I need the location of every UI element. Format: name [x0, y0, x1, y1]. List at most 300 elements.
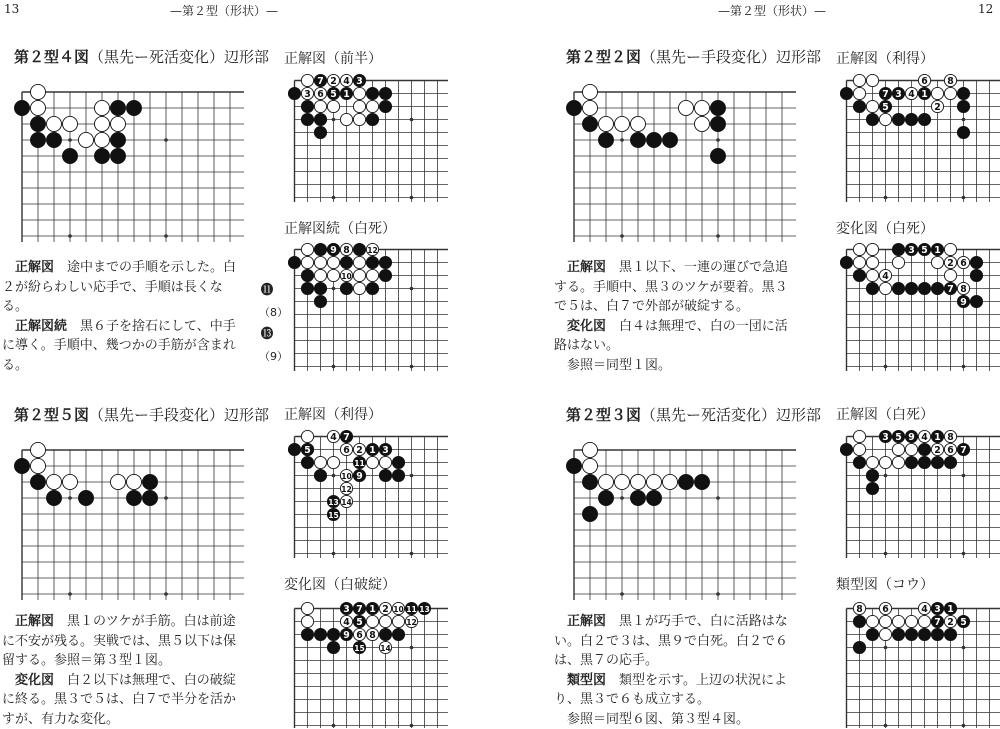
move-number: 8 [947, 76, 954, 87]
move-number: 5 [882, 102, 889, 113]
commentary-paragraph: 変化図 白２以下は無理で、白の破綻に終る。黒３で５は、白７で半分を活かすが、有力な変化。 [2, 671, 242, 729]
black-stone [944, 628, 956, 640]
move-number: 3 [908, 245, 915, 256]
white-stone [314, 100, 326, 112]
black-stone [582, 474, 597, 489]
move-number: 10 [393, 605, 403, 614]
move-number: 1 [934, 432, 941, 443]
white-stone [598, 116, 613, 131]
black-stone [918, 628, 930, 640]
move-number: 9 [330, 245, 337, 256]
move-number: 3 [882, 432, 889, 443]
move-number: 14 [341, 498, 351, 507]
black-stone [340, 282, 352, 294]
white-stone [866, 269, 878, 281]
page-number-left: 13 [4, 2, 19, 16]
black-stone [918, 113, 930, 125]
black-stone [314, 469, 326, 481]
black-stone [142, 474, 157, 489]
commentary-paragraph: 正解図続 黒６子を捨石にして、中手に導く。手順中、幾つかの手筋が含まれる。 [2, 317, 242, 376]
black-stone [126, 100, 141, 115]
move-number: 1 [934, 245, 941, 256]
commentary-paragraph: 正解図 黒１のツケが手筋。白は前途に不安が残る。実戦では、黒５以下は保留する。参照＝第３型１図。 [2, 612, 242, 671]
black-stone [866, 282, 878, 294]
black-stone [327, 628, 339, 640]
white-stone [694, 116, 709, 131]
black-stone [340, 256, 352, 268]
white-stone [353, 282, 365, 294]
black-stone [630, 490, 645, 505]
white-stone [366, 269, 378, 281]
black-stone [327, 641, 339, 653]
white-stone [630, 116, 645, 131]
white-stone [630, 474, 645, 489]
move-number: 8 [856, 604, 863, 615]
white-stone [582, 84, 597, 99]
move-number: 2 [947, 258, 954, 269]
move-number: 12 [341, 485, 351, 494]
black-stone [353, 243, 365, 255]
white-stone [301, 243, 313, 255]
white-stone [301, 602, 313, 614]
white-stone [879, 282, 891, 294]
black-stone [598, 132, 613, 147]
commentary-paragraph: 類型図 類型を示す。上辺の状況により、黒３で６も成立する。 [554, 671, 794, 710]
black-stone [314, 295, 326, 307]
black-stone [301, 282, 313, 294]
white-stone [46, 474, 61, 489]
white-stone [366, 615, 378, 627]
white-stone [866, 256, 878, 268]
white-stone [379, 456, 391, 468]
move-number: 2 [382, 604, 389, 615]
problem-title: 第２型２図（黒先ー手段変化）辺形部 [566, 46, 821, 67]
move-number: 4 [330, 432, 337, 443]
move-number: 5 [921, 245, 928, 256]
black-stone [957, 87, 969, 99]
move-number: 6 [356, 630, 363, 641]
black-stone [314, 113, 326, 125]
white-stone [582, 442, 597, 457]
black-stone [14, 458, 29, 473]
black-stone [30, 132, 45, 147]
move-number: 3 [382, 445, 389, 456]
go-board-diagram [286, 72, 448, 202]
black-stone [840, 87, 852, 99]
black-stone [301, 100, 313, 112]
white-stone [892, 443, 904, 455]
move-number: 9 [356, 471, 363, 482]
black-stone [866, 469, 878, 481]
black-stone [905, 628, 917, 640]
move-number: 4 [882, 271, 889, 282]
white-stone [853, 87, 865, 99]
black-stone [392, 628, 404, 640]
white-stone [340, 113, 352, 125]
white-stone [931, 256, 943, 268]
black-stone [905, 282, 917, 294]
running-head-right: —第２型（形状）— [718, 2, 826, 19]
white-stone [62, 116, 77, 131]
black-stone [866, 482, 878, 494]
white-stone [30, 442, 45, 457]
problem-title: 第２型３図（黒先ー死活変化）辺形部 [566, 404, 821, 425]
diagram-title: 正解図（白死） [836, 404, 934, 424]
move-number: 11 [406, 605, 416, 614]
black-stone [366, 256, 378, 268]
white-stone [327, 456, 339, 468]
black-stone [379, 100, 391, 112]
black-stone [853, 269, 865, 281]
black-stone [918, 282, 930, 294]
move-number: 9 [960, 297, 967, 308]
black-stone [853, 100, 865, 112]
go-board-diagram [838, 241, 1000, 371]
move-number: 1 [369, 604, 376, 615]
move-number: 5 [960, 617, 967, 628]
move-number: 11 [354, 459, 364, 468]
move-number: 7 [947, 284, 954, 295]
commentary-paragraph: 参照＝同型１図。 [554, 356, 794, 376]
black-stone [566, 100, 581, 115]
move-number: 6 [921, 76, 928, 87]
move-number: 3 [895, 89, 902, 100]
side-label: ⓭ [259, 324, 275, 346]
white-stone [853, 256, 865, 268]
white-stone [944, 87, 956, 99]
black-stone [918, 443, 930, 455]
move-number: 2 [934, 102, 941, 113]
black-stone [678, 474, 693, 489]
white-stone [614, 474, 629, 489]
move-number: 4 [908, 89, 915, 100]
move-number: 2 [330, 76, 337, 87]
black-stone [892, 282, 904, 294]
move-number: 10 [341, 272, 351, 281]
white-stone [327, 269, 339, 281]
black-stone [905, 456, 917, 468]
move-number: 12 [367, 246, 377, 255]
black-stone [840, 443, 852, 455]
black-stone [892, 243, 904, 255]
white-stone [918, 615, 930, 627]
black-stone [931, 456, 943, 468]
problem-title: 第２型４図（黒先ー死活変化）辺形部 [14, 46, 269, 67]
move-number: 5 [356, 617, 363, 628]
page-number-right: 12 [978, 2, 993, 16]
white-stone [353, 113, 365, 125]
white-stone [853, 430, 865, 442]
white-stone [30, 100, 45, 115]
black-stone [46, 490, 61, 505]
white-stone [366, 100, 378, 112]
black-stone [379, 469, 391, 481]
side-label: （8） [259, 302, 275, 324]
go-board-main [12, 82, 244, 242]
black-stone [30, 116, 45, 131]
move-number: 1 [369, 445, 376, 456]
white-stone [598, 474, 613, 489]
white-stone [866, 243, 878, 255]
black-stone [970, 295, 982, 307]
white-stone [866, 615, 878, 627]
move-number: 3 [356, 76, 363, 87]
white-stone [301, 256, 313, 268]
commentary-paragraph: 参照＝同型６図、第３型４図。 [554, 710, 794, 729]
go-board-main [564, 440, 796, 600]
black-stone [94, 148, 109, 163]
move-number: 9 [908, 432, 915, 443]
black-stone [892, 628, 904, 640]
move-number: 2 [947, 617, 954, 628]
black-stone [931, 628, 943, 640]
black-stone [62, 148, 77, 163]
move-number: 9 [343, 630, 350, 641]
white-stone [126, 474, 141, 489]
white-stone [582, 458, 597, 473]
black-stone [853, 641, 865, 653]
move-number: 12 [406, 618, 416, 627]
move-number: 13 [328, 498, 338, 507]
white-stone [110, 116, 125, 131]
white-stone [379, 615, 391, 627]
black-stone [598, 490, 613, 505]
white-stone [892, 456, 904, 468]
go-board-diagram [838, 428, 1000, 558]
commentary [2, 612, 242, 729]
problem-title: 第２型５図（黒先ー手段変化）辺形部 [14, 404, 269, 425]
black-stone [710, 116, 725, 131]
black-stone [582, 506, 597, 521]
move-number: 13 [419, 605, 429, 614]
black-stone [14, 100, 29, 115]
move-number: 7 [934, 617, 941, 628]
move-number: 7 [960, 445, 967, 456]
white-stone [78, 132, 93, 147]
move-number: 1 [947, 604, 954, 615]
white-stone [905, 615, 917, 627]
diagram-title: 変化図（白死） [836, 218, 934, 238]
white-stone [678, 100, 693, 115]
move-number: 7 [343, 432, 350, 443]
move-number: 4 [343, 76, 350, 87]
white-stone [366, 456, 378, 468]
diagram-title: 正解図続（白死） [284, 218, 396, 238]
black-stone [110, 100, 125, 115]
black-stone [392, 456, 404, 468]
diagram-title: 類型図（コウ） [836, 574, 934, 594]
white-stone [94, 116, 109, 131]
move-number: 8 [947, 432, 954, 443]
white-stone [905, 443, 917, 455]
move-number: 4 [921, 432, 928, 443]
black-stone [30, 474, 45, 489]
black-stone [379, 269, 391, 281]
black-stone [110, 132, 125, 147]
black-stone [314, 628, 326, 640]
black-stone [301, 456, 313, 468]
black-stone [970, 256, 982, 268]
white-stone [353, 100, 365, 112]
move-number: 4 [921, 604, 928, 615]
move-number: 14 [380, 644, 390, 653]
move-number: 8 [343, 245, 350, 256]
go-board-diagram [286, 428, 448, 558]
black-stone [379, 256, 391, 268]
white-stone [879, 615, 891, 627]
black-stone [288, 443, 300, 455]
move-number: 2 [356, 445, 363, 456]
go-board-diagram [286, 241, 448, 371]
black-stone [944, 456, 956, 468]
white-stone [94, 100, 109, 115]
white-stone [944, 269, 956, 281]
black-stone [662, 132, 677, 147]
white-stone [46, 116, 61, 131]
white-stone [327, 100, 339, 112]
white-stone [110, 474, 125, 489]
move-number: 6 [947, 445, 954, 456]
diagram-title: 正解図（利得） [284, 404, 382, 424]
move-number: 7 [882, 89, 889, 100]
black-stone [866, 628, 878, 640]
black-stone [78, 490, 93, 505]
white-stone [853, 243, 865, 255]
go-board-main [564, 82, 796, 242]
go-board-diagram [838, 600, 1000, 728]
commentary [554, 612, 794, 729]
black-stone [288, 256, 300, 268]
move-number: 7 [317, 76, 324, 87]
white-stone [314, 269, 326, 281]
white-stone [353, 87, 365, 99]
commentary-paragraph: 正解図 黒１が巧手で、白に活路はない。白２で３は、黒９で白死。白２で６は、黒７の応手。 [554, 612, 794, 671]
white-stone [853, 443, 865, 455]
move-number: 6 [343, 445, 350, 456]
diagram-title: 正解図（利得） [836, 48, 934, 68]
black-stone [379, 87, 391, 99]
move-number: 4 [343, 617, 350, 628]
commentary [2, 258, 242, 375]
commentary-paragraph: 正解図 黒１以下、一連の運びで急追する。手順中、黒３のツケが要着。黒３で５は、白７で外部が破綻する。 [554, 258, 794, 317]
white-stone [582, 100, 597, 115]
black-stone [646, 132, 661, 147]
white-stone [866, 74, 878, 86]
black-stone [918, 456, 930, 468]
black-stone [710, 100, 725, 115]
black-stone [142, 490, 157, 505]
white-stone [944, 243, 956, 255]
white-stone [646, 474, 661, 489]
move-number: 2 [934, 445, 941, 456]
side-label: ⓫ [259, 280, 275, 302]
white-stone [392, 615, 404, 627]
white-stone [879, 113, 891, 125]
white-stone [353, 269, 365, 281]
black-stone [931, 282, 943, 294]
move-number: 6 [882, 604, 889, 615]
black-stone [866, 113, 878, 125]
black-stone [853, 456, 865, 468]
white-stone [892, 615, 904, 627]
move-number: 15 [328, 511, 338, 520]
black-stone [582, 116, 597, 131]
black-stone [314, 243, 326, 255]
black-stone [314, 282, 326, 294]
move-number: 5 [330, 89, 337, 100]
black-stone [630, 132, 645, 147]
move-number: 3 [304, 89, 311, 100]
black-stone [970, 269, 982, 281]
move-number: 8 [369, 630, 376, 641]
white-stone [866, 100, 878, 112]
black-stone [301, 628, 313, 640]
black-stone [110, 148, 125, 163]
black-stone [46, 132, 61, 147]
move-number: 1 [343, 89, 350, 100]
move-number: 5 [304, 445, 311, 456]
black-stone [853, 615, 865, 627]
white-stone [301, 430, 313, 442]
black-stone [392, 469, 404, 481]
go-board-diagram [286, 600, 448, 728]
black-stone [366, 113, 378, 125]
white-stone [353, 256, 365, 268]
move-number: 10 [341, 472, 351, 481]
white-stone [931, 87, 943, 99]
white-stone [62, 474, 77, 489]
white-stone [614, 116, 629, 131]
black-stone [314, 126, 326, 138]
move-number: 6 [317, 89, 324, 100]
black-stone [288, 87, 300, 99]
black-stone [892, 113, 904, 125]
white-stone [30, 84, 45, 99]
diagram-title: 変化図（白破綻） [284, 574, 396, 594]
white-stone [30, 458, 45, 473]
commentary-paragraph: 変化図 白４は無理で、白の一団に活路はない。 [554, 317, 794, 356]
move-number: 3 [343, 604, 350, 615]
black-stone [126, 490, 141, 505]
move-number: 15 [354, 644, 364, 653]
go-board-main [12, 440, 244, 600]
move-number: 1 [921, 89, 928, 100]
black-stone [840, 256, 852, 268]
white-stone [301, 74, 313, 86]
black-stone [366, 282, 378, 294]
go-board-diagram [838, 72, 1000, 202]
white-stone [314, 256, 326, 268]
white-stone [694, 100, 709, 115]
move-number: 6 [960, 258, 967, 269]
black-stone [710, 148, 725, 163]
white-stone [879, 456, 891, 468]
move-number: 3 [934, 604, 941, 615]
white-stone [94, 132, 109, 147]
white-stone [879, 628, 891, 640]
move-number: 8 [960, 284, 967, 295]
black-stone [957, 126, 969, 138]
commentary-paragraph: 正解図 途中までの手順を示した。白２が紛らわしい応手で、手順は長くなる。 [2, 258, 242, 317]
move-number: 5 [895, 432, 902, 443]
black-stone [646, 490, 661, 505]
white-stone [301, 615, 313, 627]
white-stone [662, 474, 677, 489]
black-stone [566, 458, 581, 473]
white-stone [853, 74, 865, 86]
white-stone [327, 256, 339, 268]
black-stone [366, 87, 378, 99]
